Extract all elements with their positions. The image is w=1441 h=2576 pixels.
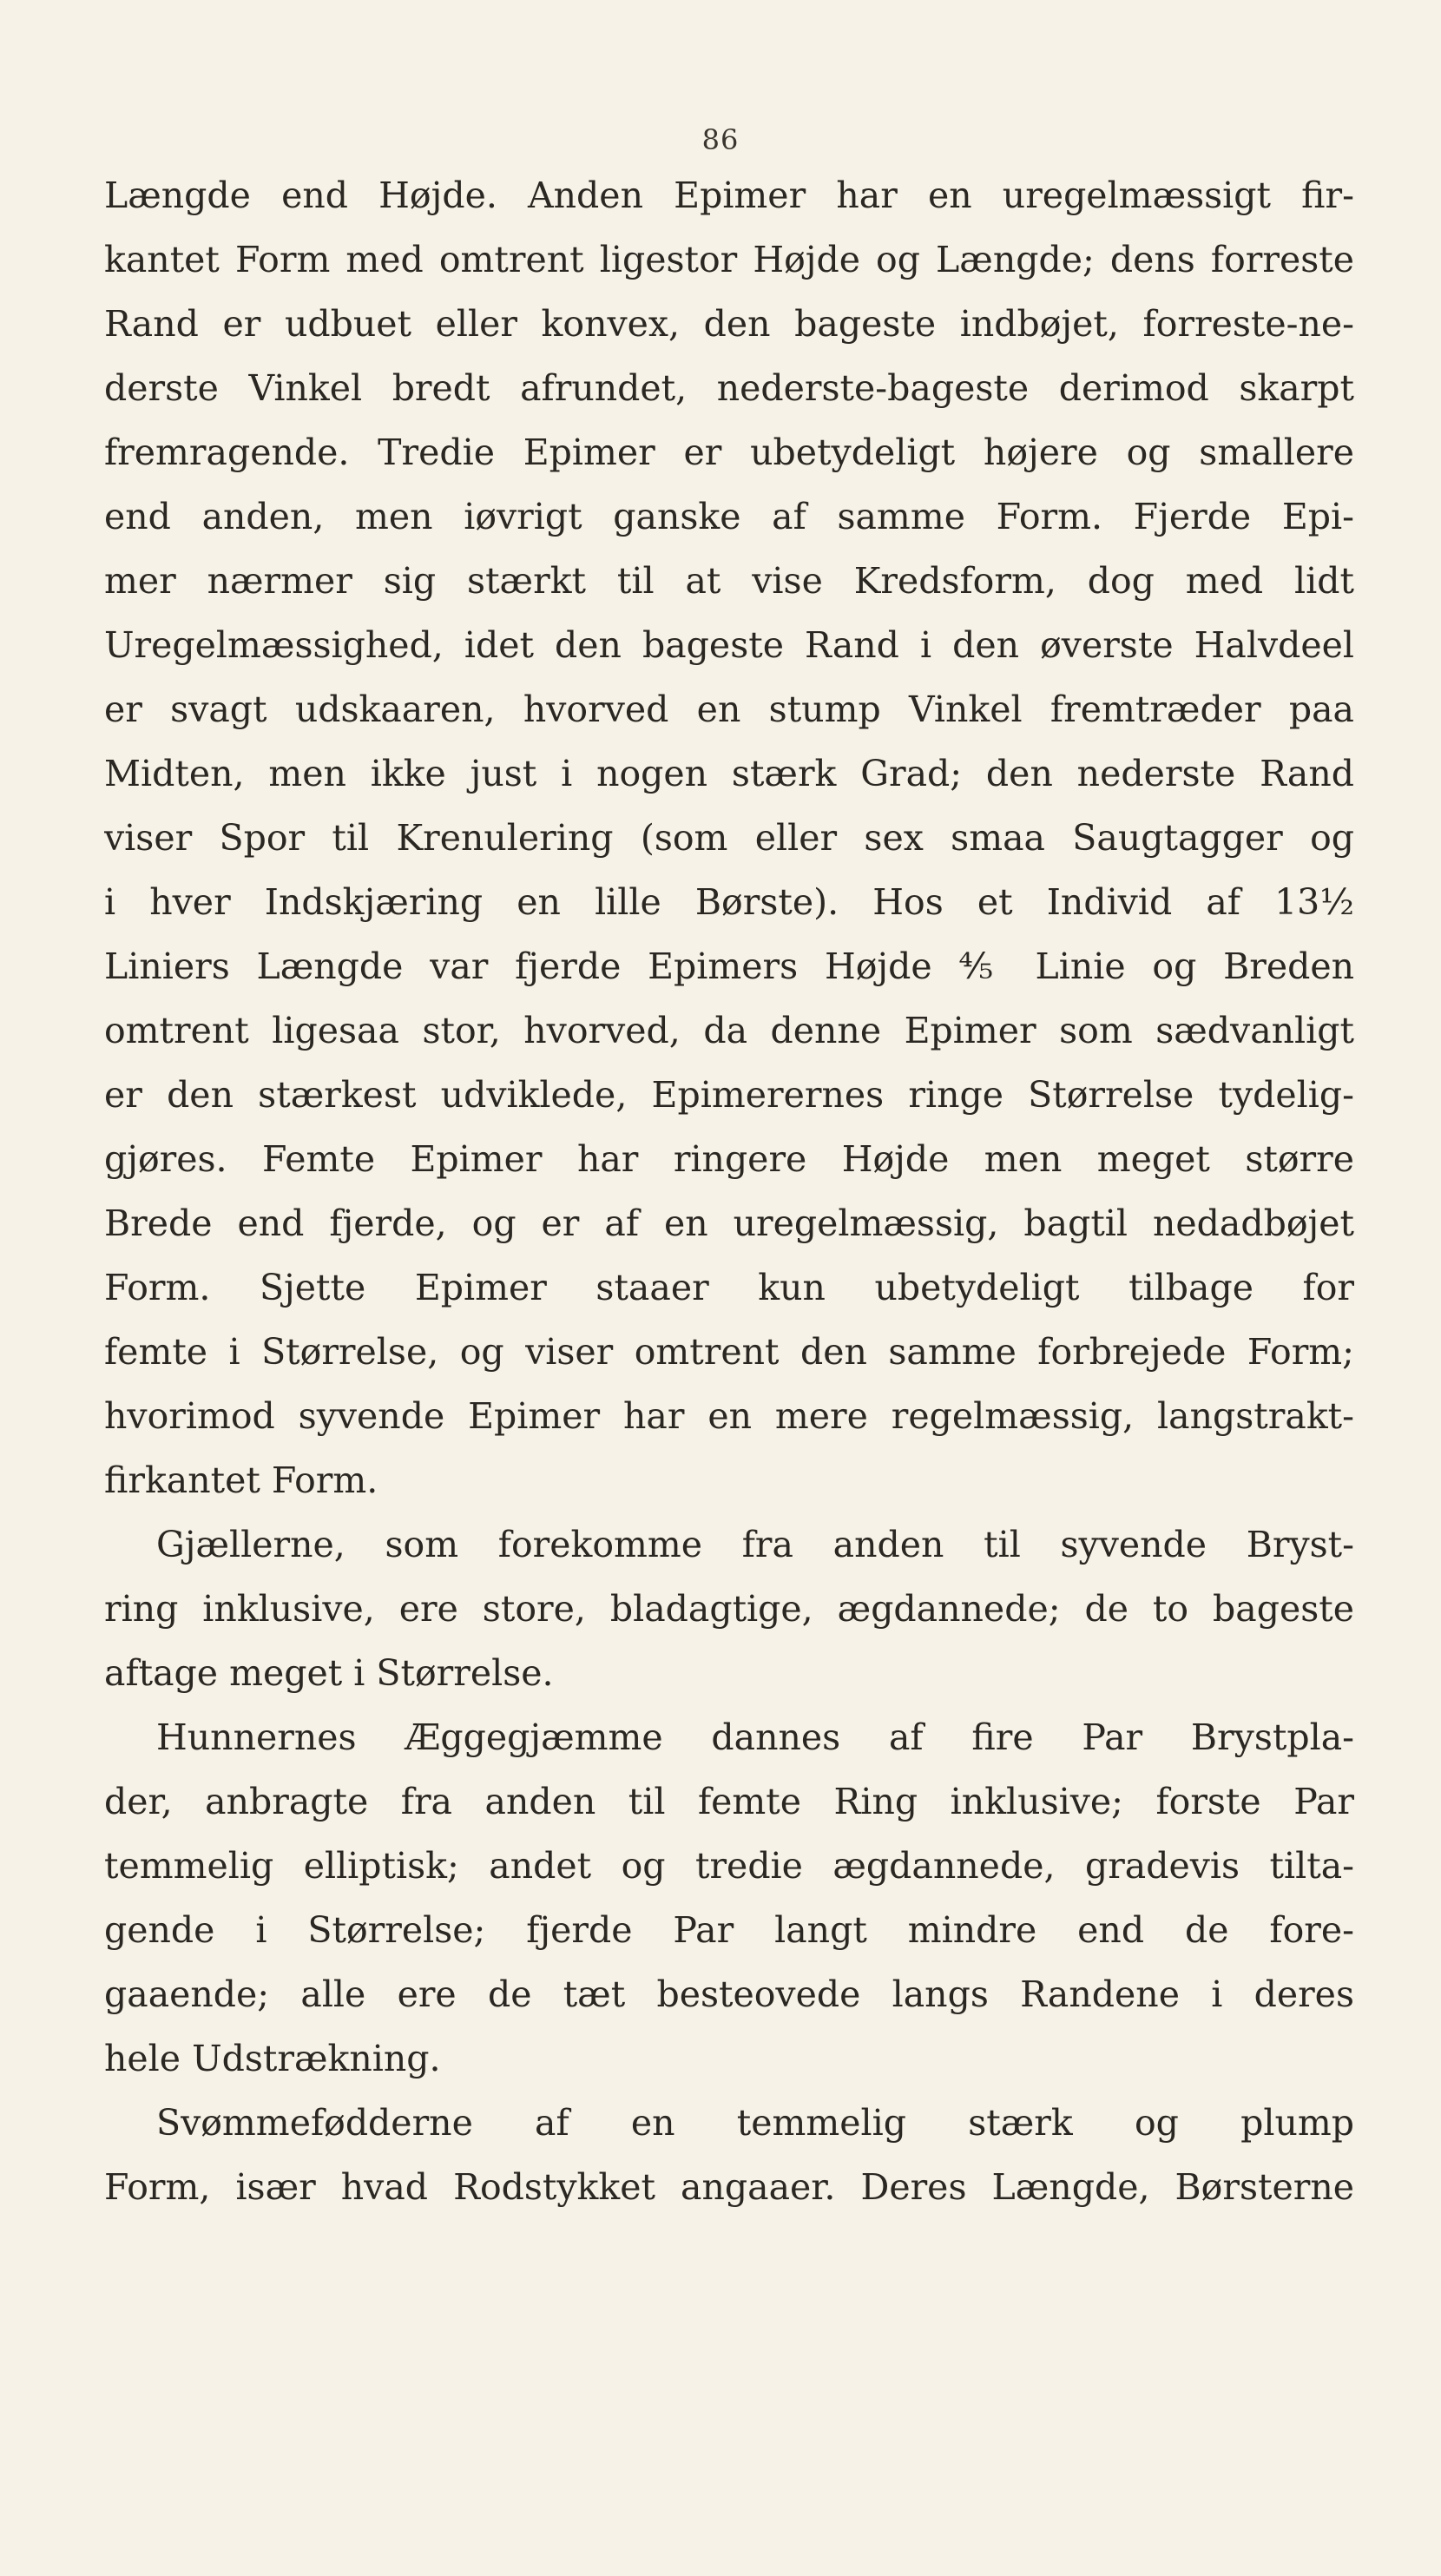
text-line: end anden, men iøvrigt ganske af samme Form. Fjerde Epi-: [104, 496, 1354, 537]
text-line: Længde end Højde. Anden Epimer har en uregelmæssigt fir-: [104, 175, 1354, 216]
text-line: Svømmefødderne af en temmelig stærk og plump: [156, 2102, 1354, 2144]
text-line: ring inklusive, ere store, bladagtige, ægdannede; de to bageste: [104, 1588, 1354, 1630]
text-line: omtrent ligesaa stor, hvorved, da denne Epimer som sædvanligt: [104, 1010, 1354, 1051]
text-line: Hunnernes Æggegjæmme dannes af fire Par Brystpla-: [156, 1716, 1354, 1758]
text-line: Uregelmæssighed, idet den bageste Rand i den øverste Halvdeel: [104, 624, 1354, 666]
text-line: fremragende. Tredie Epimer er ubetydeligt højere og smallere: [104, 432, 1354, 473]
text-line: der, anbragte fra anden til femte Ring inklusive; forste Par: [104, 1781, 1354, 1822]
text-line: Brede end fjerde, og er af en uregelmæssig, bagtil nedadbøjet: [104, 1202, 1354, 1244]
text-line: firkantet Form.: [104, 1459, 378, 1501]
text-line: derste Vinkel bredt afrundet, nederste-bageste derimod skarpt: [104, 367, 1354, 409]
text-line: Midten, men ikke just i nogen stærk Grad; den nederste Rand: [104, 753, 1354, 794]
text-line: mer nærmer sig stærkt til at vise Kredsform, dog med lidt: [104, 560, 1354, 602]
text-line: Liniers Længde var fjerde Epimers Højde ⅘ Linie og Breden: [104, 945, 1354, 987]
text-line: aftage meget i Størrelse.: [104, 1652, 554, 1694]
text-line: femte i Størrelse, og viser omtrent den samme forbrejede Form;: [104, 1331, 1354, 1373]
text-line: kantet Form med omtrent ligestor Højde og Længde; dens forreste: [104, 239, 1354, 280]
text-line: viser Spor til Krenulering (som eller sex smaa Saugtagger og: [104, 817, 1354, 859]
page-number: 86: [701, 123, 740, 156]
text-line: Gjællerne, som forekomme fra anden til syvende Bryst-: [156, 1524, 1354, 1565]
text-line: hele Udstrækning.: [104, 2038, 441, 2079]
text-line: i hver Indskjæring en lille Børste). Hos et Individ af 13½: [104, 881, 1354, 923]
text-line: er svagt udskaaren, hvorved en stump Vinkel fremtræder paa: [104, 688, 1354, 730]
text-line: hvorimod syvende Epimer har en mere regelmæssig, langstrakt-: [104, 1395, 1354, 1437]
text-line: er den stærkest udviklede, Epimerernes ringe Størrelse tydelig-: [104, 1074, 1354, 1116]
body-text: [104, 163, 1354, 2219]
text-line: temmelig elliptisk; andet og tredie ægdannede, gradevis tilta-: [104, 1845, 1354, 1887]
text-line: gaaende; alle ere de tæt besteovede langs Randene i deres: [104, 1973, 1354, 2015]
text-line: Form. Sjette Epimer staaer kun ubetydeligt tilbage for: [104, 1267, 1354, 1308]
text-line: gende i Størrelse; fjerde Par langt mindre end de fore-: [104, 1909, 1354, 1951]
text-line: Rand er udbuet eller konvex, den bageste indbøjet, forreste-ne-: [104, 303, 1354, 345]
text-line: gjøres. Femte Epimer har ringere Højde men meget større: [104, 1138, 1354, 1180]
text-line: Form, især hvad Rodstykket angaaer. Deres Længde, Børsterne: [104, 2166, 1354, 2208]
